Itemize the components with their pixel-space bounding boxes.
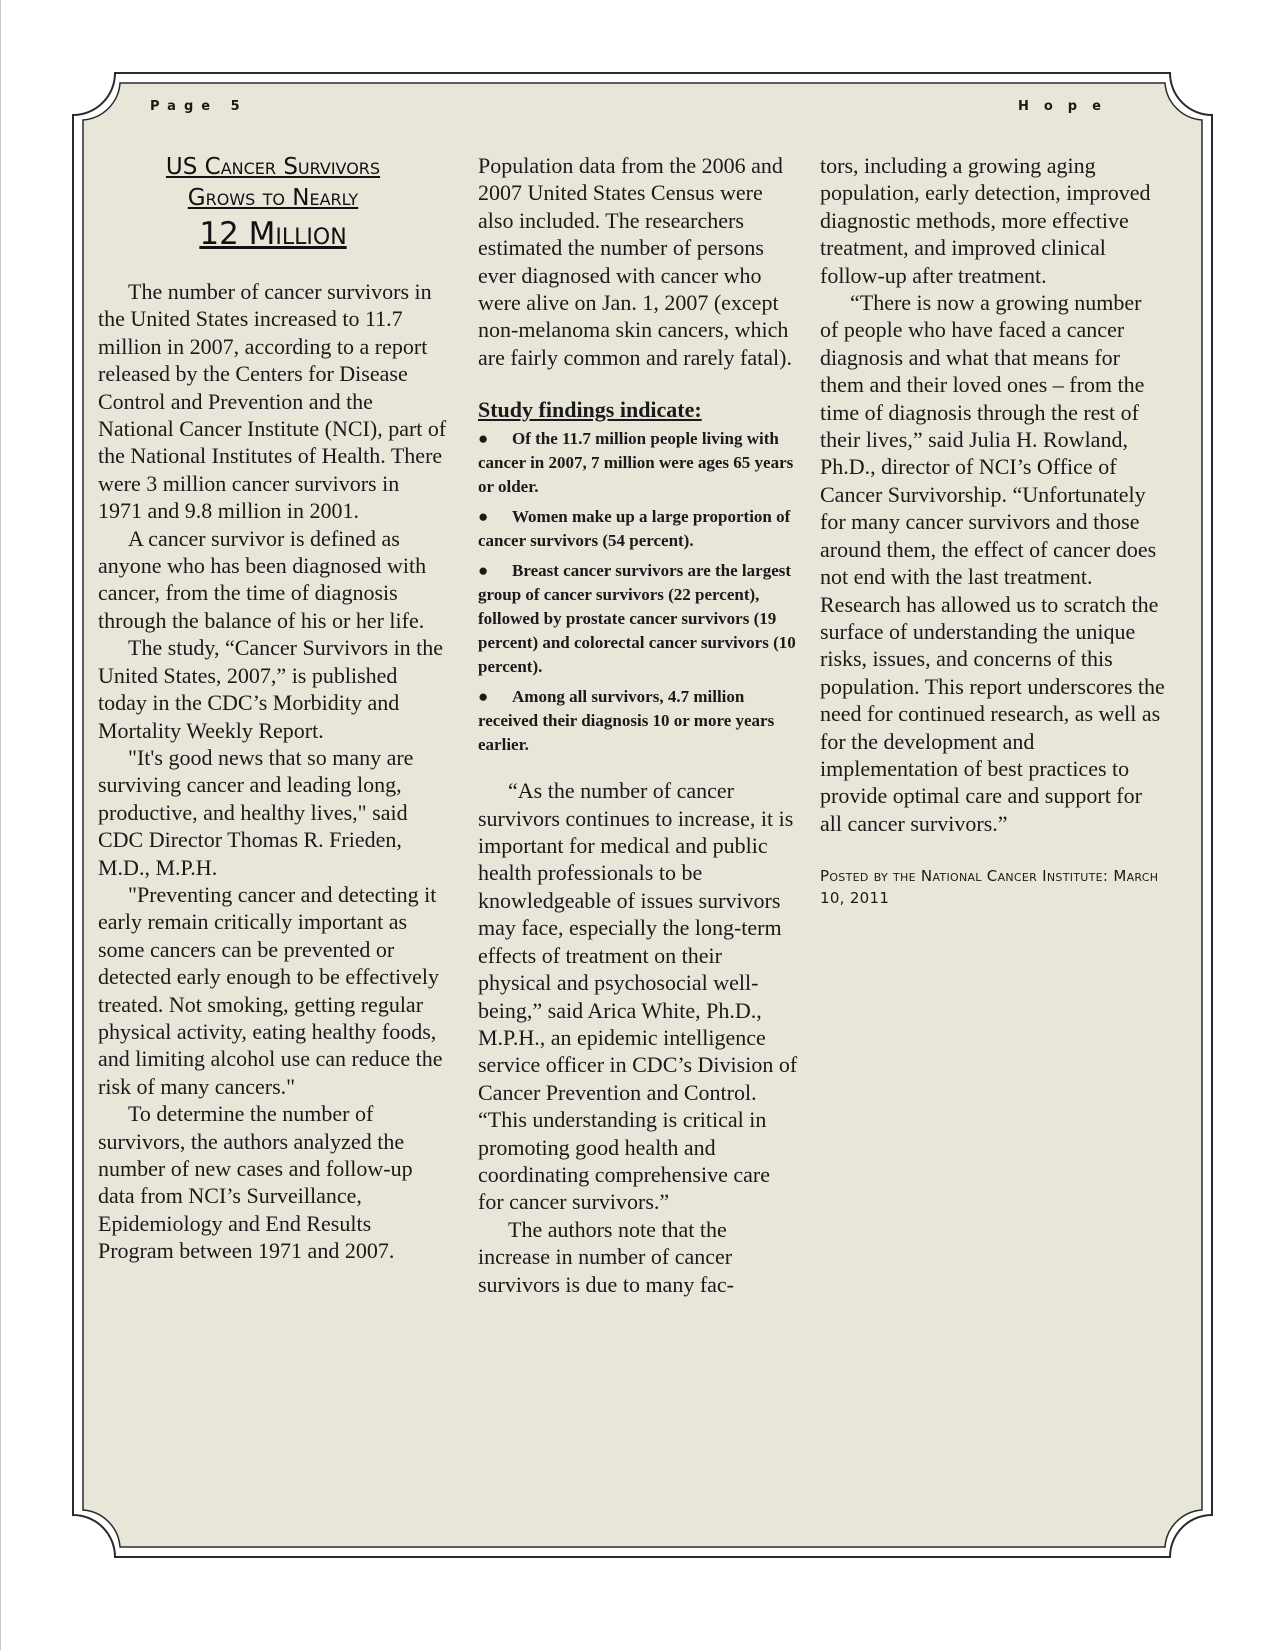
paragraph: To determine the number of survivors, the authors analyzed the number of new cases and follow-up data from NCI’s Surveillance, Epidemiology and End Results Program between 1971 and 2007. <box>98 1101 413 1264</box>
newsletter-name-label: Hope <box>1018 99 1116 114</box>
list-item: ● Among all survivors, 4.7 million received their diagnosis 10 or more years earlier. <box>478 687 775 755</box>
paragraph: The number of cancer survivors in the United States increased to 11.7 million in 2007, according to a report released by the Centers for Disease Control and Prevention and the National Cancer Institute (NCI), part of the National Institutes of Health. There were 3 million cancer survivors in 1971 and 9.8 million in 2001. <box>98 279 447 524</box>
bullet-icon: ● <box>478 687 489 707</box>
findings-list <box>478 427 798 757</box>
source-credit: Posted by the National Cancer Institute: March 10, 2011 <box>820 867 1159 908</box>
article-title-line-2: Grows to Nearly <box>187 185 359 211</box>
bullet-icon: ● <box>478 561 489 581</box>
paragraph: "It's good news that so many are surviving cancer and leading long, productive, and healthy lives," said CDC Director Thomas R. Frieden, M.D., M.P.H. <box>98 744 414 880</box>
paragraph: The study, “Cancer Survivors in the United States, 2007,” is published today in the CDC’s Morbidity and Mortality Weekly Report. <box>98 635 444 743</box>
list-item: ● Women make up a large proportion of cancer survivors (54 percent). <box>478 507 791 551</box>
list-item: ● Breast cancer survivors are the largest group of cancer survivors (22 percent), followed by prostate cancer survivors (19 percent) and colorectal cancer survivors (10 percent). <box>478 561 796 677</box>
study-findings-heading: Study findings indicate: <box>478 397 702 423</box>
bullet-icon: ● <box>478 429 489 449</box>
paragraph: The authors note that the increase in number of cancer survivors is due to many fac- <box>478 1216 734 1297</box>
paragraph: “As the number of cancer survivors continues to increase, it is important for medical and public health professionals to be knowledgeable of issues survivors may face, especially the long-term effects of treatment on their physical and psychosocial well-being,” said Arica White, Ph.D., M.P.H., an epidemic intelligence service officer in CDC’s Division of Cancer Prevention and Control. “This understanding is critical in promoting good health and coordinating comprehensive care for cancer survivors.” <box>478 778 798 1215</box>
list-item: ● Of the 11.7 million people living with cancer in 2007, 7 million were ages 65 years or older. <box>478 429 794 497</box>
article-title-line-1: US Cancer Survivors <box>165 154 381 180</box>
page-edge-line <box>0 0 1 1650</box>
page-number-label: Page 5 <box>150 99 248 114</box>
article-column-2 <box>478 152 798 1298</box>
bullet-icon: ● <box>478 507 489 527</box>
article-column-1 <box>98 152 448 1265</box>
article-column-3 <box>820 152 1165 909</box>
paragraph: Population data from the 2006 and 2007 United States Census were also included. The researchers estimated the number of persons ever diagnosed with cancer who were alive on Jan. 1, 2007 (except non-melanoma skin cancers, which are fairly common and rarely fatal). <box>478 153 792 370</box>
article-title-line-3: 12 Million <box>199 216 347 252</box>
paragraph: A cancer survivor is defined as anyone who has been diagnosed with cancer, from the time of diagnosis through the balance of his or her life. <box>98 525 427 633</box>
paragraph: “There is now a growing number of people who have faced a cancer diagnosis and what that means for them and their loved ones – from the time of diagnosis through the rest of their lives,” said Julia H. Rowland, Ph.D., director of NCI’s Office of Cancer Survivorship. “Unfortunately for many cancer survivors and those around them, the effect of cancer does not end with the last treatment. Research has allowed us to scratch the surface of understanding the unique risks, issues, and concerns of this population. This report underscores the need for continued research, as well as for the development and implementation of best practices to provide optimal care and support for all cancer survivors.” <box>820 290 1165 836</box>
paragraph: "Preventing cancer and detecting it early remain critically important as some cancers can be prevented or detected early enough to be effectively treated. Not smoking, getting regular physical activity, eating healthy foods, and limiting alcohol use can reduce the risk of many cancers." <box>98 881 443 1099</box>
paragraph: tors, including a growing aging population, early detection, improved diagnostic methods, more effective treatment, and improved clinical follow-up after treatment. <box>820 153 1151 288</box>
